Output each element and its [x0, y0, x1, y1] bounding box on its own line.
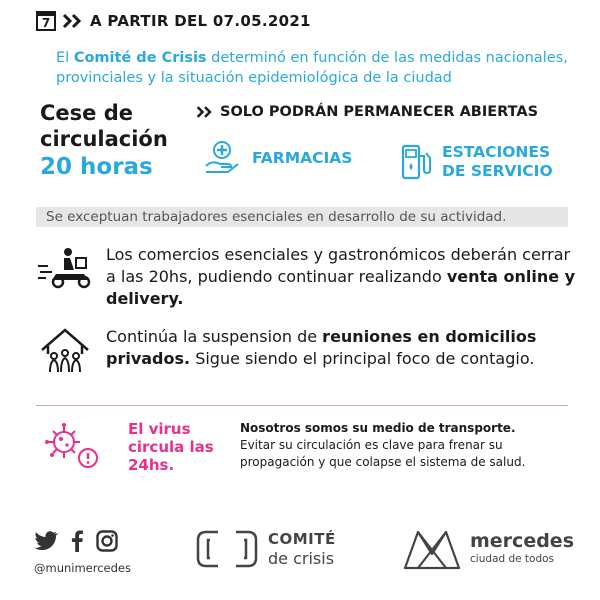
- calendar-day: 7: [41, 15, 51, 30]
- mercedes-line2: ciudad de todos: [470, 553, 555, 565]
- transport-message: [240, 420, 570, 471]
- gatherings-text: [106, 326, 576, 370]
- facebook-icon[interactable]: [70, 530, 84, 552]
- gatherings-text-bold: reuniones en domicilios privados.: [106, 327, 537, 368]
- double-chevron-icon: [62, 13, 84, 29]
- curfew-block: [40, 100, 210, 180]
- delivery-scooter-icon: [36, 244, 94, 290]
- instagram-icon[interactable]: [96, 530, 118, 552]
- intro-prefix: El: [56, 50, 74, 66]
- gas-stations-line2: DE SERVICIO: [442, 162, 553, 180]
- commerce-text-main: Los comercios esenciales y gastronómicos deberán cerrar a las 20hs, pudiendo continuar realizando: [106, 245, 571, 286]
- open-title: [196, 104, 538, 120]
- virus-line3: 24hs.: [128, 456, 175, 474]
- social-handle: @munimercedes: [34, 561, 131, 575]
- comite-logo: [196, 528, 336, 570]
- calendar-icon: [36, 11, 56, 31]
- curfew-line1: Cese de: [40, 101, 133, 125]
- virus-line1: El virus: [128, 420, 191, 438]
- commerce-text-bold: venta online y delivery.: [106, 267, 576, 308]
- social-links: [34, 530, 130, 552]
- gatherings-text-tail: Sigue siendo el principal foco de contagio.: [190, 349, 535, 368]
- virus-message: [128, 420, 232, 474]
- header: [36, 10, 311, 32]
- commerce-text: [106, 244, 576, 310]
- gatherings-text-main: Continúa la suspension de: [106, 327, 323, 346]
- transport-text: Evitar su circulación es clave para frenar su propagación y que colapse el sistema de salud.: [240, 438, 526, 469]
- intro-rest: determinó en función de las medidas nacionales, provinciales y la situación epidemiológica de la ciudad: [56, 50, 568, 86]
- transport-bold: Nosotros somos su medio de transporte.: [240, 421, 516, 435]
- virus-line2: circula las: [128, 438, 214, 456]
- comite-wordmark: [268, 529, 336, 569]
- double-chevron-icon: [196, 105, 214, 119]
- exception-note: Se exceptuan trabajadores esenciales en desarrollo de su actividad.: [36, 207, 568, 227]
- mercedes-line1: mercedes: [470, 530, 574, 552]
- pharmacies-item: [202, 138, 352, 178]
- curfew-line2: circulación: [40, 127, 168, 151]
- pharmacies-label: FARMACIAS: [252, 148, 353, 167]
- mercedes-logo: [402, 528, 574, 572]
- pharmacy-hand-icon: [202, 138, 242, 178]
- comite-line1: COMITÉ: [268, 530, 336, 548]
- intro-text: [56, 48, 576, 88]
- curfew-hours: 20 horas: [40, 154, 153, 180]
- section-divider: [36, 405, 568, 406]
- commerce-rule: [36, 244, 576, 310]
- virus-warning-icon: [44, 420, 100, 472]
- gatherings-rule: [36, 326, 576, 376]
- gas-stations-item: [400, 142, 553, 182]
- gas-stations-label: [442, 143, 553, 181]
- comite-line2: de crisis: [268, 549, 335, 568]
- mercedes-wordmark: [470, 532, 574, 568]
- date-heading: A PARTIR DEL 07.05.2021: [90, 12, 311, 30]
- twitter-icon[interactable]: [34, 531, 58, 551]
- gas-stations-line1: ESTACIONES: [442, 143, 551, 161]
- intro-highlight: Comité de Crisis: [73, 50, 207, 66]
- comite-mark-icon: [196, 528, 258, 570]
- fuel-pump-icon: [400, 142, 432, 182]
- mercedes-mark-icon: [402, 528, 462, 572]
- house-people-icon: [36, 326, 94, 376]
- open-title-text: SOLO PODRÁN PERMANECER ABIERTAS: [220, 104, 539, 120]
